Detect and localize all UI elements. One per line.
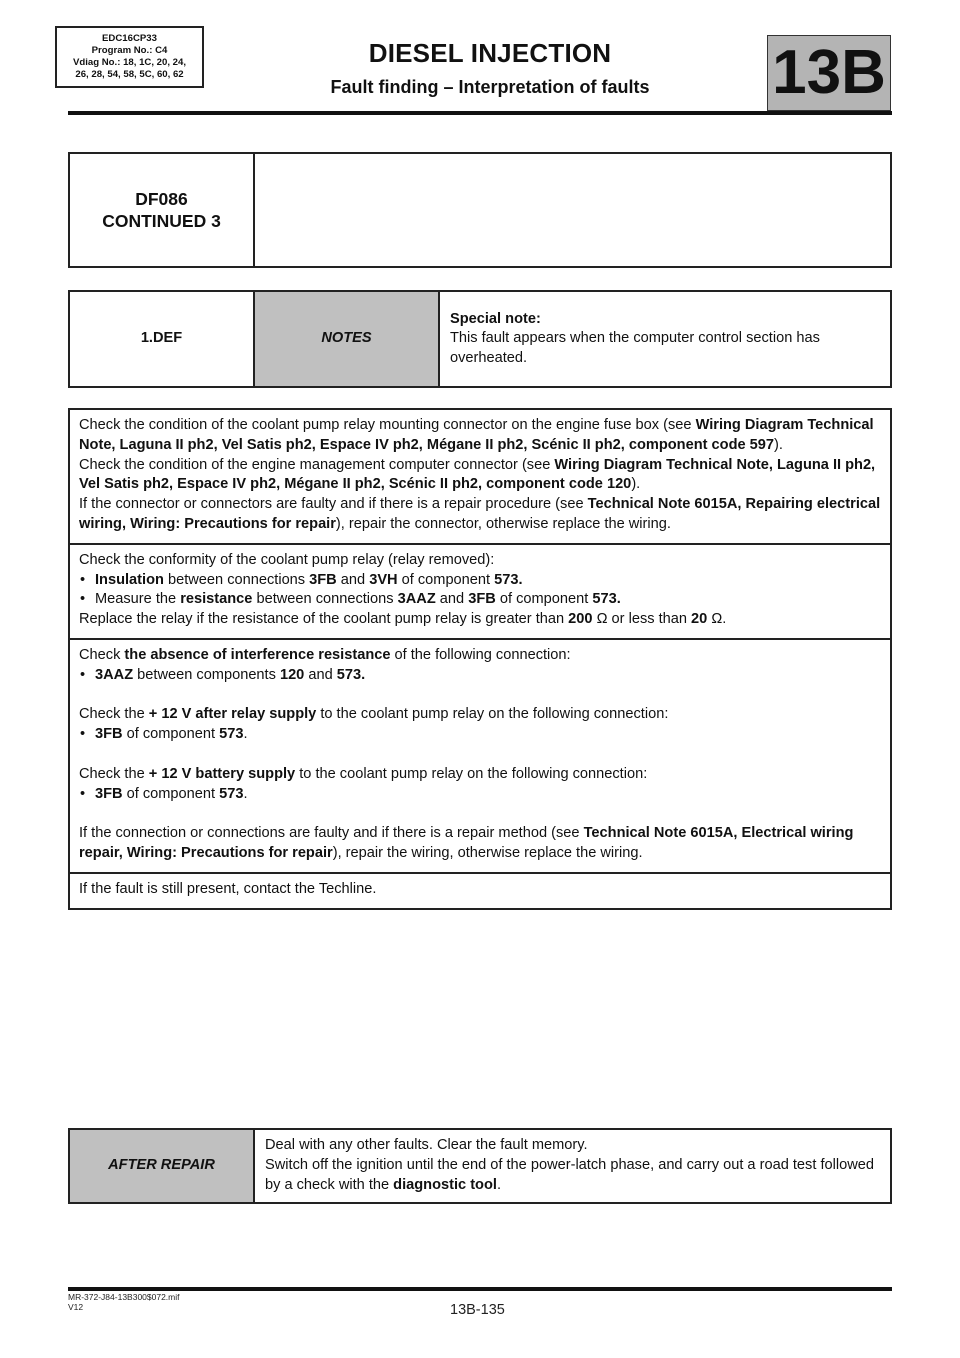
bullet-icon: •: [80, 666, 86, 683]
footer-divider: [68, 1287, 892, 1291]
footer-filename: MR-372-J84-13B300$072.mif: [68, 1292, 180, 1302]
notes-content: [439, 291, 891, 387]
reference: Wiring Diagram Technical Note, Laguna II ph2, Vel Satis ph2, Espace IV ph2, Mégane II ph2, Scénic II ph2, component code 597: [79, 417, 874, 453]
reference: Technical Note 6015A, Repairing electrical wiring, Wiring: Precautions for repair: [79, 496, 881, 532]
bullet-icon: •: [80, 571, 86, 588]
fault-code: DF086: [135, 189, 188, 209]
ecu-info-box: [55, 26, 204, 88]
page-number: 13B-135: [450, 1302, 505, 1318]
procedure-row: [69, 639, 891, 873]
bullet-icon: •: [80, 785, 86, 802]
fault-code-cell: [69, 153, 254, 267]
bullet-icon: •: [80, 591, 86, 608]
after-repair-content: Deal with any other faults. Clear the fault memory. Switch off the ignition until the end of the power-latch phase, and carry out a road test followed by a check with the diagnostic tool.: [254, 1129, 891, 1203]
procedure-table: [68, 408, 892, 910]
fault-code-table: [68, 152, 892, 268]
reference: Wiring Diagram Technical Note, Laguna II ph2, Vel Satis ph2, Espace IV ph2, Mégane II ph2, Scénic II ph2, component code 120: [79, 456, 876, 493]
section-badge: 13B: [767, 35, 891, 111]
fault-description-cell: [254, 153, 891, 267]
techline-step: If the fault is still present, contact the Techline.: [69, 873, 891, 909]
list-item: • 3FB of component 573.: [79, 785, 881, 805]
reference: Technical Note 6015A, Electrical wiring repair, Wiring: Precautions for repair: [79, 825, 854, 861]
resistance-max: 200: [568, 611, 593, 628]
footer-version: V12: [68, 1301, 84, 1312]
footer-file-info: [68, 1293, 180, 1312]
procedure-row: [69, 409, 891, 544]
wiring-check-step: Check the absence of interference resistance of the following connection: • 3AAZ between components 120 and 573. Check the + 12 V after relay supply to the coolant pump relay on the following connection: • 3FB of component 573. Check the + 12 V battery supply to the coolant pump relay on the following connection: • 3FB of component 573. If the connection or connections are faulty and if there is a repair method (see Technical Note 6015A, Electrical wiring repair, Wiring: Precautions for repair), repair the wiring, otherwise replace the wiring.: [69, 639, 891, 873]
procedure-row: [69, 544, 891, 639]
page-subtitle: Fault finding – Interpretation of faults: [330, 77, 650, 97]
list-item: • 3FB of component 573.: [79, 725, 881, 745]
notes-text: This fault appears when the computer control section has overheated.: [450, 330, 820, 366]
list-item: • Measure the resistance between connections 3AAZ and 3FB of component 573.: [79, 590, 881, 610]
after-repair-table: [68, 1128, 892, 1204]
ecu-program: Program No.: C4: [91, 45, 168, 56]
ecu-vdiag-line2: 26, 28, 54, 58, 5C, 60, 62: [75, 69, 184, 80]
list-item: • 3AAZ between components 120 and 573.: [79, 666, 881, 686]
notes-label: NOTES: [254, 291, 439, 387]
ecu-vdiag-line1: Vdiag No.: 18, 1C, 20, 24,: [72, 57, 187, 68]
relay-conformity-step: Check the conformity of the coolant pump relay (relay removed): • Insulation between connections 3FB and 3VH of component 573. • Measure the resistance between connections 3AAZ and 3FB of component 573. Replace the relay if the resistance of the coolant pump relay is greater than 200 Ω or less than 20 Ω.: [69, 544, 891, 639]
header-divider: [68, 111, 892, 115]
connector-check-step: Check the condition of the coolant pump relay mounting connector on the engine fuse box (see Wiring Diagram Technical Note, Laguna II ph2, Vel Satis ph2, Espace IV ph2, Mégane II ph2, Scénic II ph2, component code 597). Check the condition of the engine management computer connector (see Wiring Diagram Technical Note, Laguna II ph2, Vel Satis ph2, Espace IV ph2, Mégane II ph2, Scénic II ph2, component code 120). If the connector or connectors are faulty and if there is a repair procedure (see Technical Note 6015A, Repairing electrical wiring, Wiring: Precautions for repair), repair the connector, otherwise replace the wiring.: [69, 409, 891, 544]
after-repair-label: AFTER REPAIR: [69, 1129, 254, 1203]
resistance-min: 20: [691, 611, 708, 628]
page-title: DIESEL INJECTION: [368, 38, 612, 68]
procedure-row: [69, 873, 891, 909]
ecu-model: EDC16CP33: [102, 33, 157, 44]
list-item: • Insulation between connections 3FB and 3VH of component 573.: [79, 571, 881, 591]
fault-continued: CONTINUED 3: [102, 211, 221, 231]
fault-status: 1.DEF: [69, 291, 254, 387]
bullet-icon: •: [80, 726, 86, 743]
notes-heading: Special note:: [450, 310, 541, 327]
notes-table: [68, 290, 892, 388]
